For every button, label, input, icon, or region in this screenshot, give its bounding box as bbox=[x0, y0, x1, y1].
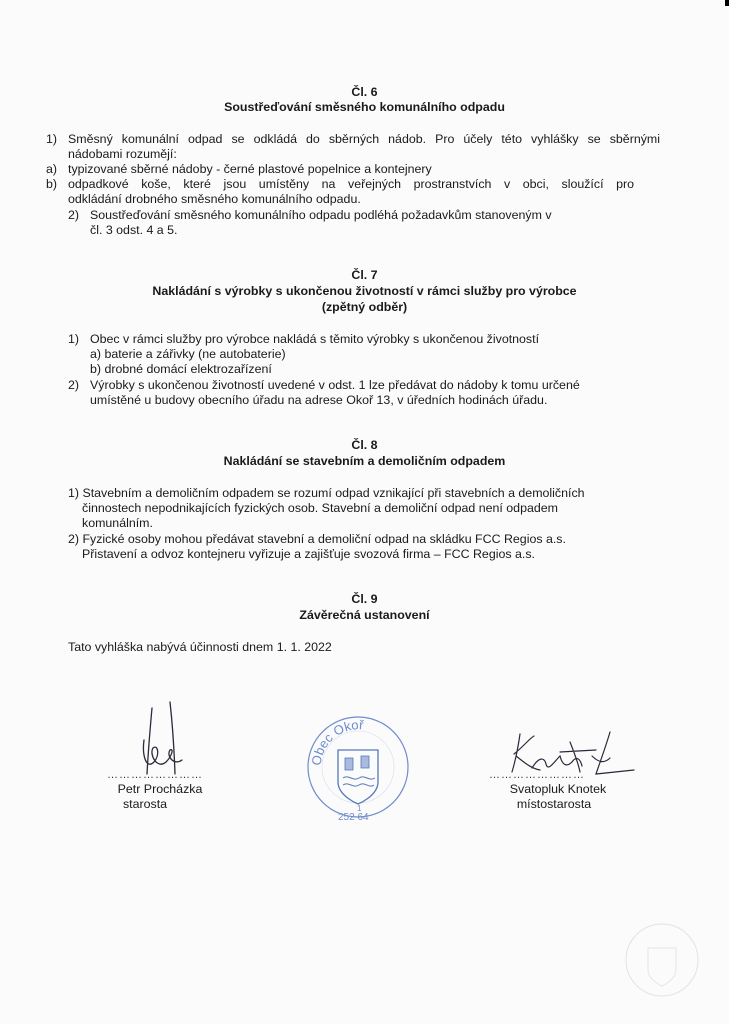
article-6-item-1-line-1: Směsný komunální odpad se odkládá do sběrných nádob. Pro účely této vyhlášky se sběrnými bbox=[68, 132, 660, 146]
article-6-item-2-line-2: čl. 3 odst. 4 a 5. bbox=[90, 223, 178, 237]
article-8-item-1-line-3: komunálním. bbox=[82, 516, 153, 530]
article-6-title: Soustřeďování směsného komunálního odpadu bbox=[224, 100, 505, 114]
signatory-right-name: Svatopluk Knotek bbox=[509, 782, 607, 796]
article-7-title: Nakládání s výrobky s ukončenou životností v rámci služby pro výrobce bbox=[152, 284, 577, 298]
article-7-item-a-text: a) baterie a zářivky (ne autobaterie) bbox=[90, 347, 286, 361]
article-8-title: Nakládání se stavebním a demoličním odpadem bbox=[223, 454, 506, 468]
article-6-item-1-number: 1) bbox=[46, 132, 58, 146]
article-6-item-a-letter: a) bbox=[46, 162, 58, 176]
signature-line-right: …………………… bbox=[489, 769, 585, 781]
signatory-left-name: Petr Procházka bbox=[117, 782, 203, 796]
stamp-zip: 252 64 bbox=[338, 812, 369, 823]
article-6-item-b-line-1: odpadkové koše, které jsou umístěny na veřejných prostranstvích v obci, sloužící pro bbox=[68, 177, 634, 191]
signatory-left-role: starosta bbox=[122, 797, 168, 811]
article-7-item-2-line-1: Výrobky s ukončenou životností uvedené v odst. 1 lze předávat do nádoby k tomu určené bbox=[90, 378, 580, 392]
article-6-item-2-line-1: Soustřeďování směsného komunálního odpadu podléhá požadavkům stanoveným v bbox=[90, 208, 552, 222]
article-8-item-1-line-2: činnostech nepodnikajících fyzických osob. Stavební a demoliční odpad není odpadem bbox=[82, 501, 558, 515]
article-6-item-a-text: typizované sběrné nádoby - černé plastové popelnice a kontejnery bbox=[68, 162, 432, 176]
scan-corner-mark bbox=[725, 0, 729, 6]
article-8-item-1-line-1: 1) Stavebním a demoličním odpadem se rozumí odpad vznikající při stavebních a demoličních bbox=[68, 486, 585, 500]
article-7-number: Čl. 7 bbox=[351, 268, 378, 282]
article-9-number: Čl. 9 bbox=[351, 592, 378, 606]
stamp-text: Obec Okoř bbox=[308, 717, 364, 767]
signatory-right-role: místostarosta bbox=[516, 797, 592, 811]
article-9-title: Závěrečná ustanovení bbox=[299, 608, 430, 622]
signature-line-left: …………………… bbox=[107, 769, 203, 781]
svg-text:Obec Okoř bbox=[309, 717, 365, 766]
article-6-item-2-number: 2) bbox=[68, 208, 80, 222]
article-7-item-1-text: Obec v rámci služby pro výrobce nakládá s těmito výrobky s ukončenou životností bbox=[90, 332, 540, 346]
article-6-item-1-line-2: nádobami rozumějí: bbox=[68, 147, 177, 161]
stamp-number: 1 bbox=[357, 804, 362, 813]
article-6-item-b-line-2: odkládání drobného směsného komunálního odpadu. bbox=[68, 192, 361, 206]
faint-stamp-watermark bbox=[622, 920, 702, 1000]
official-stamp-image bbox=[303, 712, 413, 822]
article-7-item-2-number: 2) bbox=[68, 378, 80, 392]
article-8-number: Čl. 8 bbox=[351, 438, 378, 452]
article-7-item-1-number: 1) bbox=[68, 332, 80, 346]
article-7-item-b-text: b) drobné domácí elektrozařízení bbox=[90, 362, 272, 376]
article-8-item-2-line-2: Přistavení a odvoz kontejneru vyřizuje a zajišťuje svozová firma – FCC Regios a.s. bbox=[82, 547, 535, 561]
article-6-item-b-letter: b) bbox=[46, 177, 58, 191]
article-9-text: Tato vyhláška nabývá účinnosti dnem 1. 1. 2022 bbox=[68, 640, 332, 654]
article-7-item-2-line-2: umístěné u budovy obecního úřadu na adrese Okoř 13, v úředních hodinách úřadu. bbox=[90, 393, 548, 407]
article-7-subtitle: (zpětný odběr) bbox=[321, 300, 408, 314]
article-8-item-2-line-1: 2) Fyzické osoby mohou předávat stavební a demoliční odpad na skládku FCC Regios a.s. bbox=[68, 532, 566, 546]
article-6-number: Čl. 6 bbox=[351, 85, 378, 99]
